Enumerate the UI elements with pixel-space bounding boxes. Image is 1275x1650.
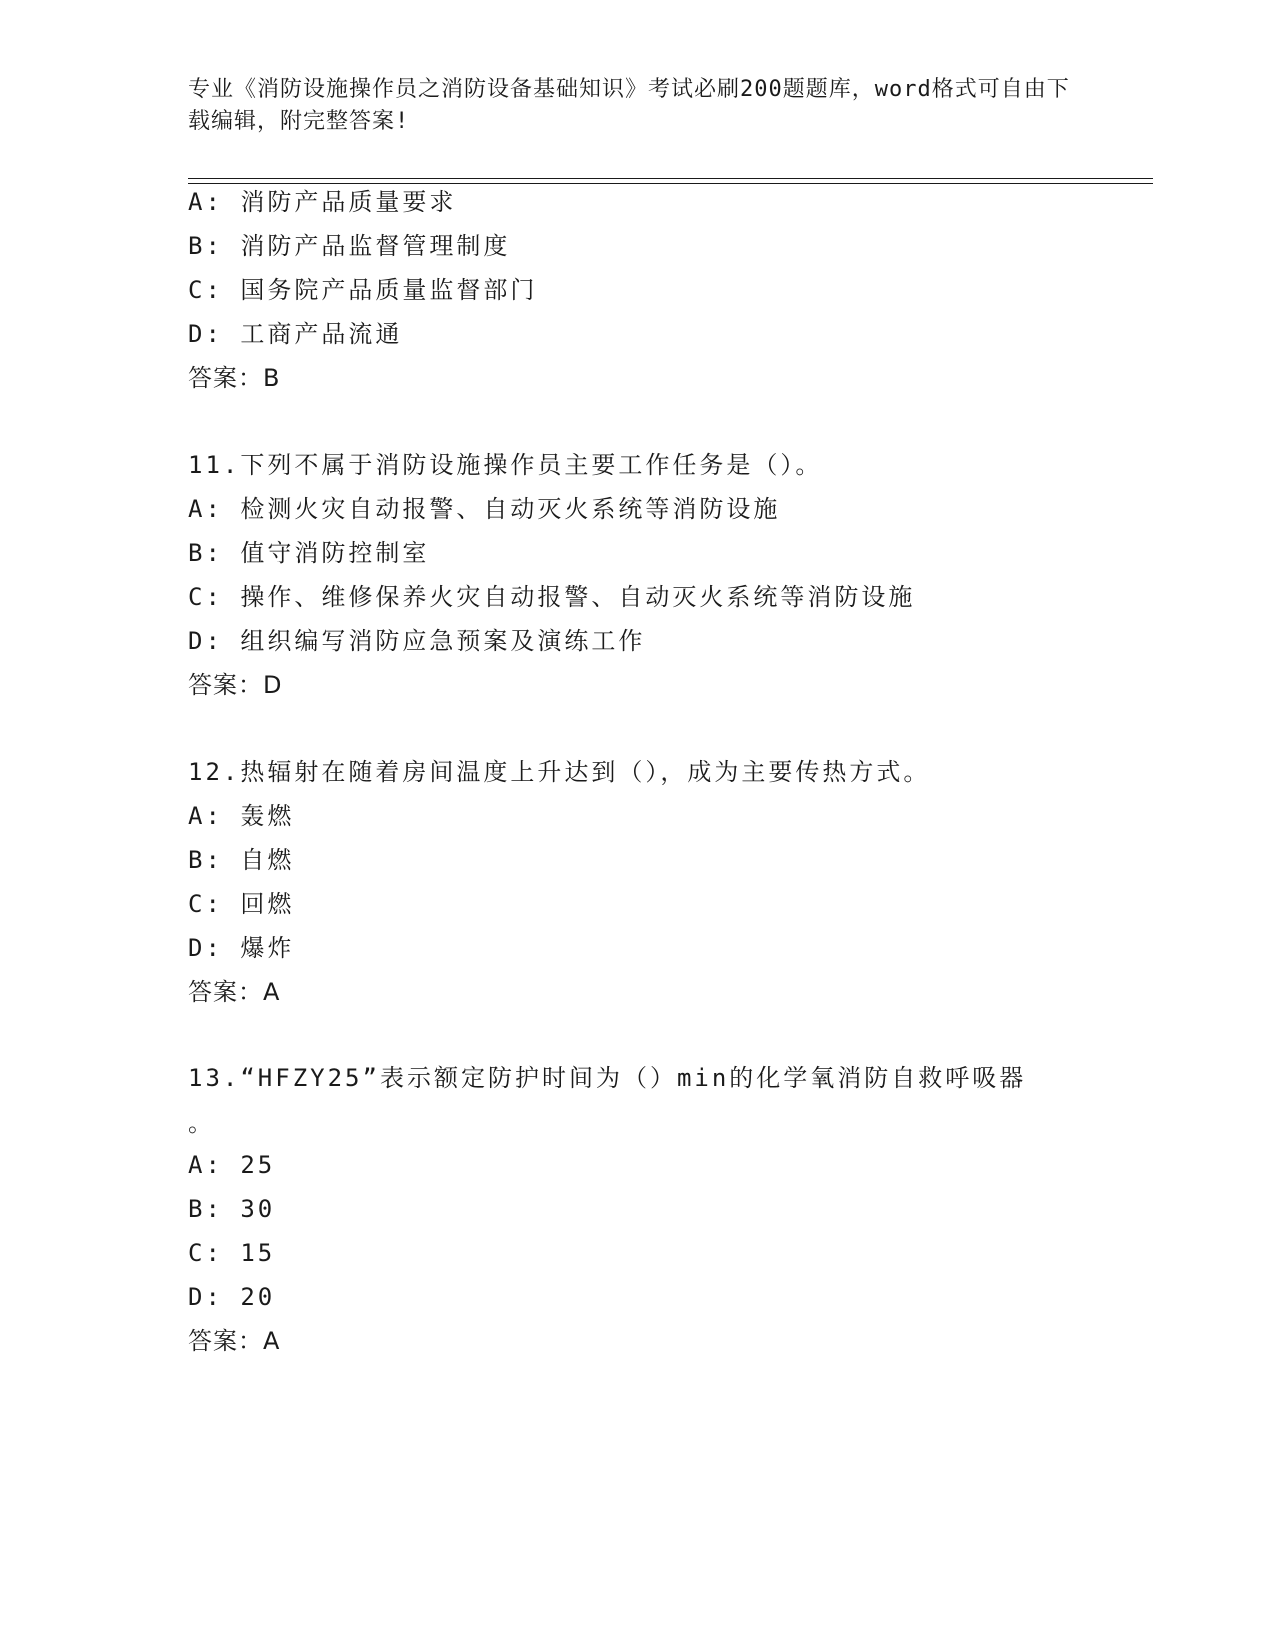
question-12: 12.热辐射在随着房间温度上升达到（），成为主要传热方式。 bbox=[188, 758, 931, 786]
option-b: B: 30 bbox=[188, 1195, 276, 1223]
document-header: 专业《消防设施操作员之消防设备基础知识》考试必刷200题题库，word格式可自由下载编辑，附完整答案! bbox=[188, 77, 1070, 134]
option-a: A: 轰燃 bbox=[188, 802, 295, 830]
option-c: C: 15 bbox=[188, 1239, 276, 1267]
option-a: A: 检测火灾自动报警、自动灭火系统等消防设施 bbox=[188, 495, 781, 523]
option-b: B: 值守消防控制室 bbox=[188, 539, 430, 567]
option-d: D: 组织编写消防应急预案及演练工作 bbox=[188, 627, 646, 655]
option-d: D: 爆炸 bbox=[188, 934, 295, 962]
option-c: C: 操作、维修保养火灾自动报警、自动灭火系统等消防设施 bbox=[188, 583, 916, 611]
option-d: D: 20 bbox=[188, 1283, 276, 1311]
option-d: D: 工商产品流通 bbox=[188, 320, 403, 348]
option-b: B: 消防产品监督管理制度 bbox=[188, 232, 511, 260]
question-13: 13.“HFZY25”表示额定防护时间为（）min的化学氧消防自救呼吸器 bbox=[188, 1064, 1027, 1092]
option-b: B: 自燃 bbox=[188, 846, 295, 874]
option-c: C: 国务院产品质量监督部门 bbox=[188, 276, 538, 304]
answer: 答案：A bbox=[188, 1327, 281, 1355]
option-a: A: 消防产品质量要求 bbox=[188, 188, 457, 216]
option-a: A: 25 bbox=[188, 1151, 276, 1179]
header-divider bbox=[188, 178, 1153, 184]
option-c: C: 回燃 bbox=[188, 890, 295, 918]
answer: 答案：B bbox=[188, 364, 281, 392]
answer: 答案：A bbox=[188, 978, 281, 1006]
question-13-continuation: 。 bbox=[188, 1109, 215, 1137]
question-11: 11.下列不属于消防设施操作员主要工作任务是（）。 bbox=[188, 451, 823, 479]
answer: 答案：D bbox=[188, 671, 283, 699]
